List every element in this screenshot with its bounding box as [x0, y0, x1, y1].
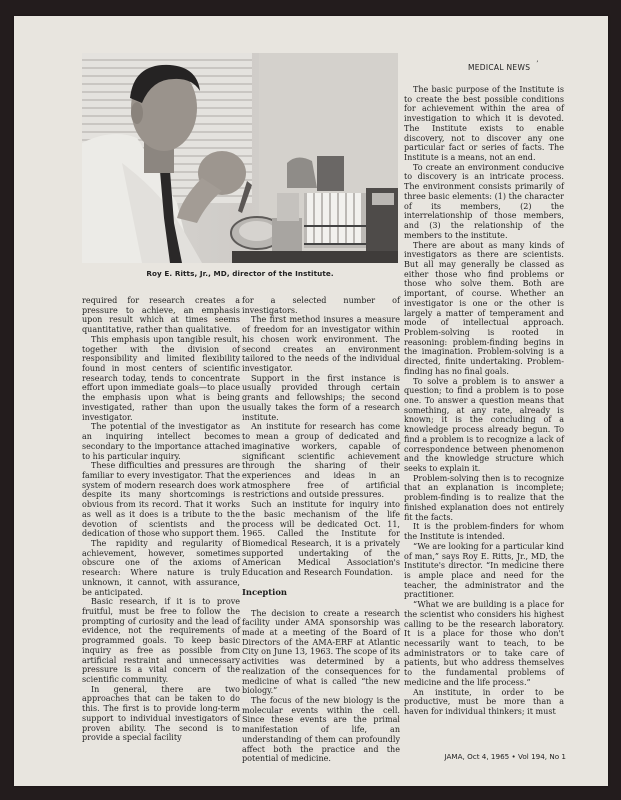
paragraph: The decision to create a research facility under AMA sponsorship was made at a meeting of the Board of Directors of the AMA-ERF at Atlantic City on June 13, 1963. The scope of its activities was determined by a realization of the consequences for medicine of what is called “the new biology.”: [242, 608, 400, 696]
paragraph: An institute for research has come to mean a group of dedicated and imaginative workers, capable of significant scientific achievement through the sharing of their experiences and ideas in an atmosphere free of artificial restrictions and outside pressures.: [242, 422, 400, 500]
paragraph: This emphasis upon tangible result, together with the division of responsibility and limited flexibility found in most centers of scientific research today, tends to concentrate effort upon immediate goals—to place the emphasis upon what is being investigated, rather than upon the investigator.: [82, 334, 240, 422]
middle-column: [242, 296, 400, 764]
running-head: MEDICAL NEWS: [468, 63, 531, 72]
section-heading: Inception: [242, 586, 288, 597]
photo-caption: Roy E. Ritts, Jr., MD, director of the Institute.: [146, 269, 334, 278]
paragraph: These difficulties and pressures are familiar to every investigator. That the system of modern research does work despite its many shortcomings is obvious from its record. That it works as well as it does is a tribute to the devotion of scientists and the dedication of those who support them.: [82, 461, 240, 539]
paragraph: An institute, in order to be productive, must be more than a haven for individual thinkers; it must: [404, 687, 564, 716]
paragraph: required for research creates a pressure to achieve, an emphasis upon result which at times seems quantitative, rather than qualitative.: [82, 296, 240, 335]
photo-illustration: [82, 53, 398, 263]
right-column: [404, 85, 564, 717]
paragraph: “What we are building is a place for the scientist who considers his highest calling to be the research laboratory. It is a place for those who don't necessarily want to teach, to be administrators or to take care of patients, but who address themselves to the fundamental problems of medicine and the life process.”: [404, 600, 564, 687]
paragraph: for a selected number of investigators.: [242, 296, 400, 315]
paragraph: The rapidity and regularity of achievement, however, sometimes obscure one of the axioms of research: Where nature is truly unknown, it cannot, with assurance, be anticipated.: [82, 538, 240, 597]
left-column: [82, 296, 240, 743]
paragraph: The potential of the investigator as an inquiring intellect becomes secondary to the importance attached to his particular inquiry.: [82, 422, 240, 461]
magazine-page: [14, 16, 608, 786]
paragraph: Support in the first instance is usually provided through certain grants and fellowships; the second usually takes the form of a research institute.: [242, 373, 400, 422]
paragraph: The focus of the new biology is the molecular events within the cell. Since these events are the primal manifestation of life, an understanding of them can profoundly affect both the practice and the potential of medicine.: [242, 696, 400, 764]
print-mark: ʼ: [536, 60, 539, 68]
paragraph: In general, there are two approaches that can be taken to do this. The first is to provide long-term support to individual investigators of proven ability. The second is to provide a special facility: [82, 684, 240, 743]
article-photo: [82, 53, 398, 263]
journal-citation: JAMA, Oct 4, 1965 • Vol 194, No 1: [444, 752, 566, 761]
paragraph: The basic purpose of the Institute is to create the best possible conditions for achievement within the area of investigation to which it is devoted. The Institute exists to enable discovery, not to discover any one particular fact or series of facts. The Institute is a means, not an end.: [404, 85, 564, 163]
paragraph: It is the problem-finders for whom the Institute is intended.: [404, 522, 564, 542]
paragraph: The first method insures a measure of freedom for an investigator within his chosen work environment. The second creates an environment tailored to the needs of the individual investigator.: [242, 315, 400, 374]
paragraph: To create an environment conducive to discovery is an intricate process. The environment consists primarily of three basic elements: (1) the character of its members, (2) the interrelationship of those members, and (3) the relationship of the members to the institute.: [404, 162, 564, 240]
paragraph: To solve a problem is to answer a question; to find a problem is to pose one. To answer a question means that something, at any rate, already is known; it is the concluding of a knowledge process already begun. To find a problem is to recognize a lack of correspondence between phenomenon and the knowledge structure which seeks to explain it.: [404, 376, 564, 474]
paragraph: There are about as many kinds of investigators as there are scientists. But all may generally be classed as either those who find problems or those who solve them. Both are important, of course. Whether an investigator is one or the other is largely a matter of temperament and mode of intellectual approach. Problem-solving is rooted in reasoning: problem-finding begins in the imagination. Problem-solving is a directed, finite undertaking. Problem-finding has no final goals.: [404, 240, 564, 376]
paragraph: Problem-solving then is to recognize that an explanation is incomplete; problem-finding is to realize that the finished explanation does not entirely fit the facts.: [404, 473, 564, 522]
paragraph: Such an institute for inquiry into the basic mechanism of the life process will be dedicated Oct. 11, 1965. Called the Institute for Biomedical Research, it is a privately supported undertaking of the American Medical Association's Education and Research Foundation.: [242, 500, 400, 578]
paragraph: Basic research, if it is to prove fruitful, must be free to follow the prompting of curiosity and the lead of evidence, not the requirements of programmed goals. To keep basic inquiry as free as possible from artificial restraint and unnecessary pressure is a vital concern of the scientific community.: [82, 597, 240, 685]
paragraph: “We are looking for a particular kind of man,” says Roy E. Ritts, Jr., MD, the Institute's director. “In medicine there is ample place and need for the teacher, the administrator and the practitioner.: [404, 541, 564, 600]
